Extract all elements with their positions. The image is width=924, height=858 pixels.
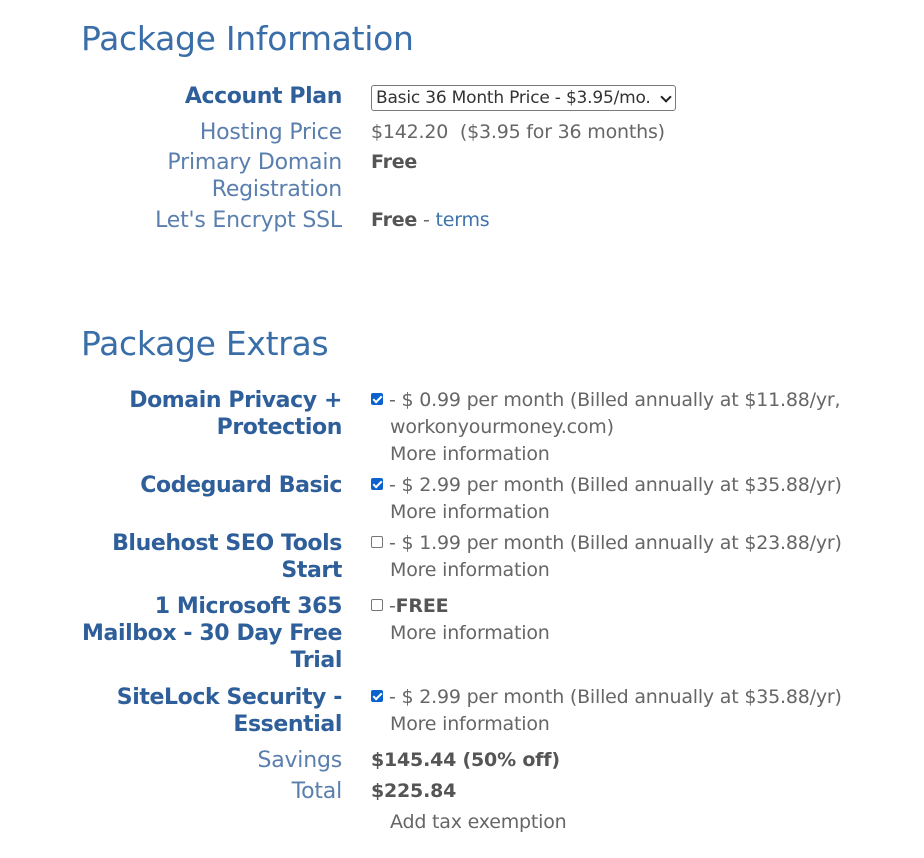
sitelock-more-info-link[interactable]: More information [390,713,550,735]
seo-tools-price-text: - $ 1.99 per month (Billed annually at $23.88/yr) [389,532,842,554]
microsoft-365-label-line3: Trial [290,648,342,673]
ssl-label: Let's Encrypt SSL [155,208,342,233]
chevron-down-icon [660,91,671,102]
codeguard-label: Codeguard Basic [140,473,342,498]
hosting-price-note: ($3.95 for 36 months) [459,121,665,143]
savings-value [371,747,560,774]
ssl-terms-link[interactable]: terms [435,209,490,231]
domain-privacy-more-info-link[interactable]: More information [390,443,550,465]
hosting-price-value [371,119,665,146]
primary-domain-label-line1: Primary Domain [167,150,342,175]
seo-tools-label [112,530,342,584]
sitelock-label-line2: Essential [233,712,342,737]
total-amount: $225.84 [371,780,457,802]
sitelock-label-line1: SiteLock Security - [116,685,342,710]
seo-tools-checkbox[interactable] [371,536,383,548]
codeguard-price-text: - $ 2.99 per month (Billed annually at $35.88/yr) [389,474,842,496]
domain-privacy-price-text: - $ 0.99 per month (Billed annually at $11.88/yr, [389,389,841,411]
microsoft-365-price [371,593,448,620]
primary-domain-value [371,149,417,176]
package-information-heading: Package Information [81,19,414,58]
codeguard-more-info-link[interactable]: More information [390,501,550,523]
add-tax-exemption-link[interactable]: Add tax exemption [390,811,567,833]
codeguard-checkbox[interactable] [371,478,383,490]
seo-tools-label-line1: Bluehost SEO Tools [112,531,342,556]
microsoft-365-free: FREE [395,595,449,617]
package-extras-heading: Package Extras [81,324,329,363]
microsoft-365-label [82,593,342,674]
savings-amount: $145.44 (50% off) [371,749,560,771]
seo-tools-more-info-link[interactable]: More information [390,559,550,581]
ssl-separator: - [417,209,436,231]
domain-privacy-domain: workonyourmoney.com) [390,416,614,438]
hosting-price-amount: $142.20 [371,121,449,143]
domain-privacy-label-line1: Domain Privacy + [129,388,342,413]
microsoft-365-more-info-link[interactable]: More information [390,622,550,644]
seo-tools-price [371,530,842,557]
primary-domain-label-line2: Registration [211,177,342,202]
account-plan-selected-value: Basic 36 Month Price - $3.95/mo. [376,88,651,108]
ssl-value [371,207,489,234]
sitelock-checkbox[interactable] [371,690,383,702]
domain-privacy-checkbox[interactable] [371,393,383,405]
microsoft-365-label-line1: 1 Microsoft 365 [154,594,342,619]
primary-domain-label [167,149,342,203]
domain-privacy-label [129,387,342,441]
ssl-free: Free [371,209,418,231]
sitelock-price [371,684,842,711]
account-plan-select[interactable] [371,85,676,111]
microsoft-365-checkbox[interactable] [371,599,383,611]
primary-domain-free: Free [371,151,418,173]
domain-privacy-label-line2: Protection [216,415,342,440]
account-plan-label: Account Plan [184,84,342,109]
sitelock-label [117,684,342,738]
codeguard-price [371,472,842,499]
microsoft-365-price-prefix: - [389,595,396,617]
total-value [371,778,456,805]
savings-label: Savings [257,748,342,773]
total-label: Total [291,779,342,804]
sitelock-price-text: - $ 2.99 per month (Billed annually at $35.88/yr) [389,686,842,708]
hosting-price-label: Hosting Price [199,120,342,145]
seo-tools-label-line2: Start [281,558,342,583]
domain-privacy-price [371,387,840,414]
microsoft-365-label-line2: Mailbox - 30 Day Free [82,621,342,646]
